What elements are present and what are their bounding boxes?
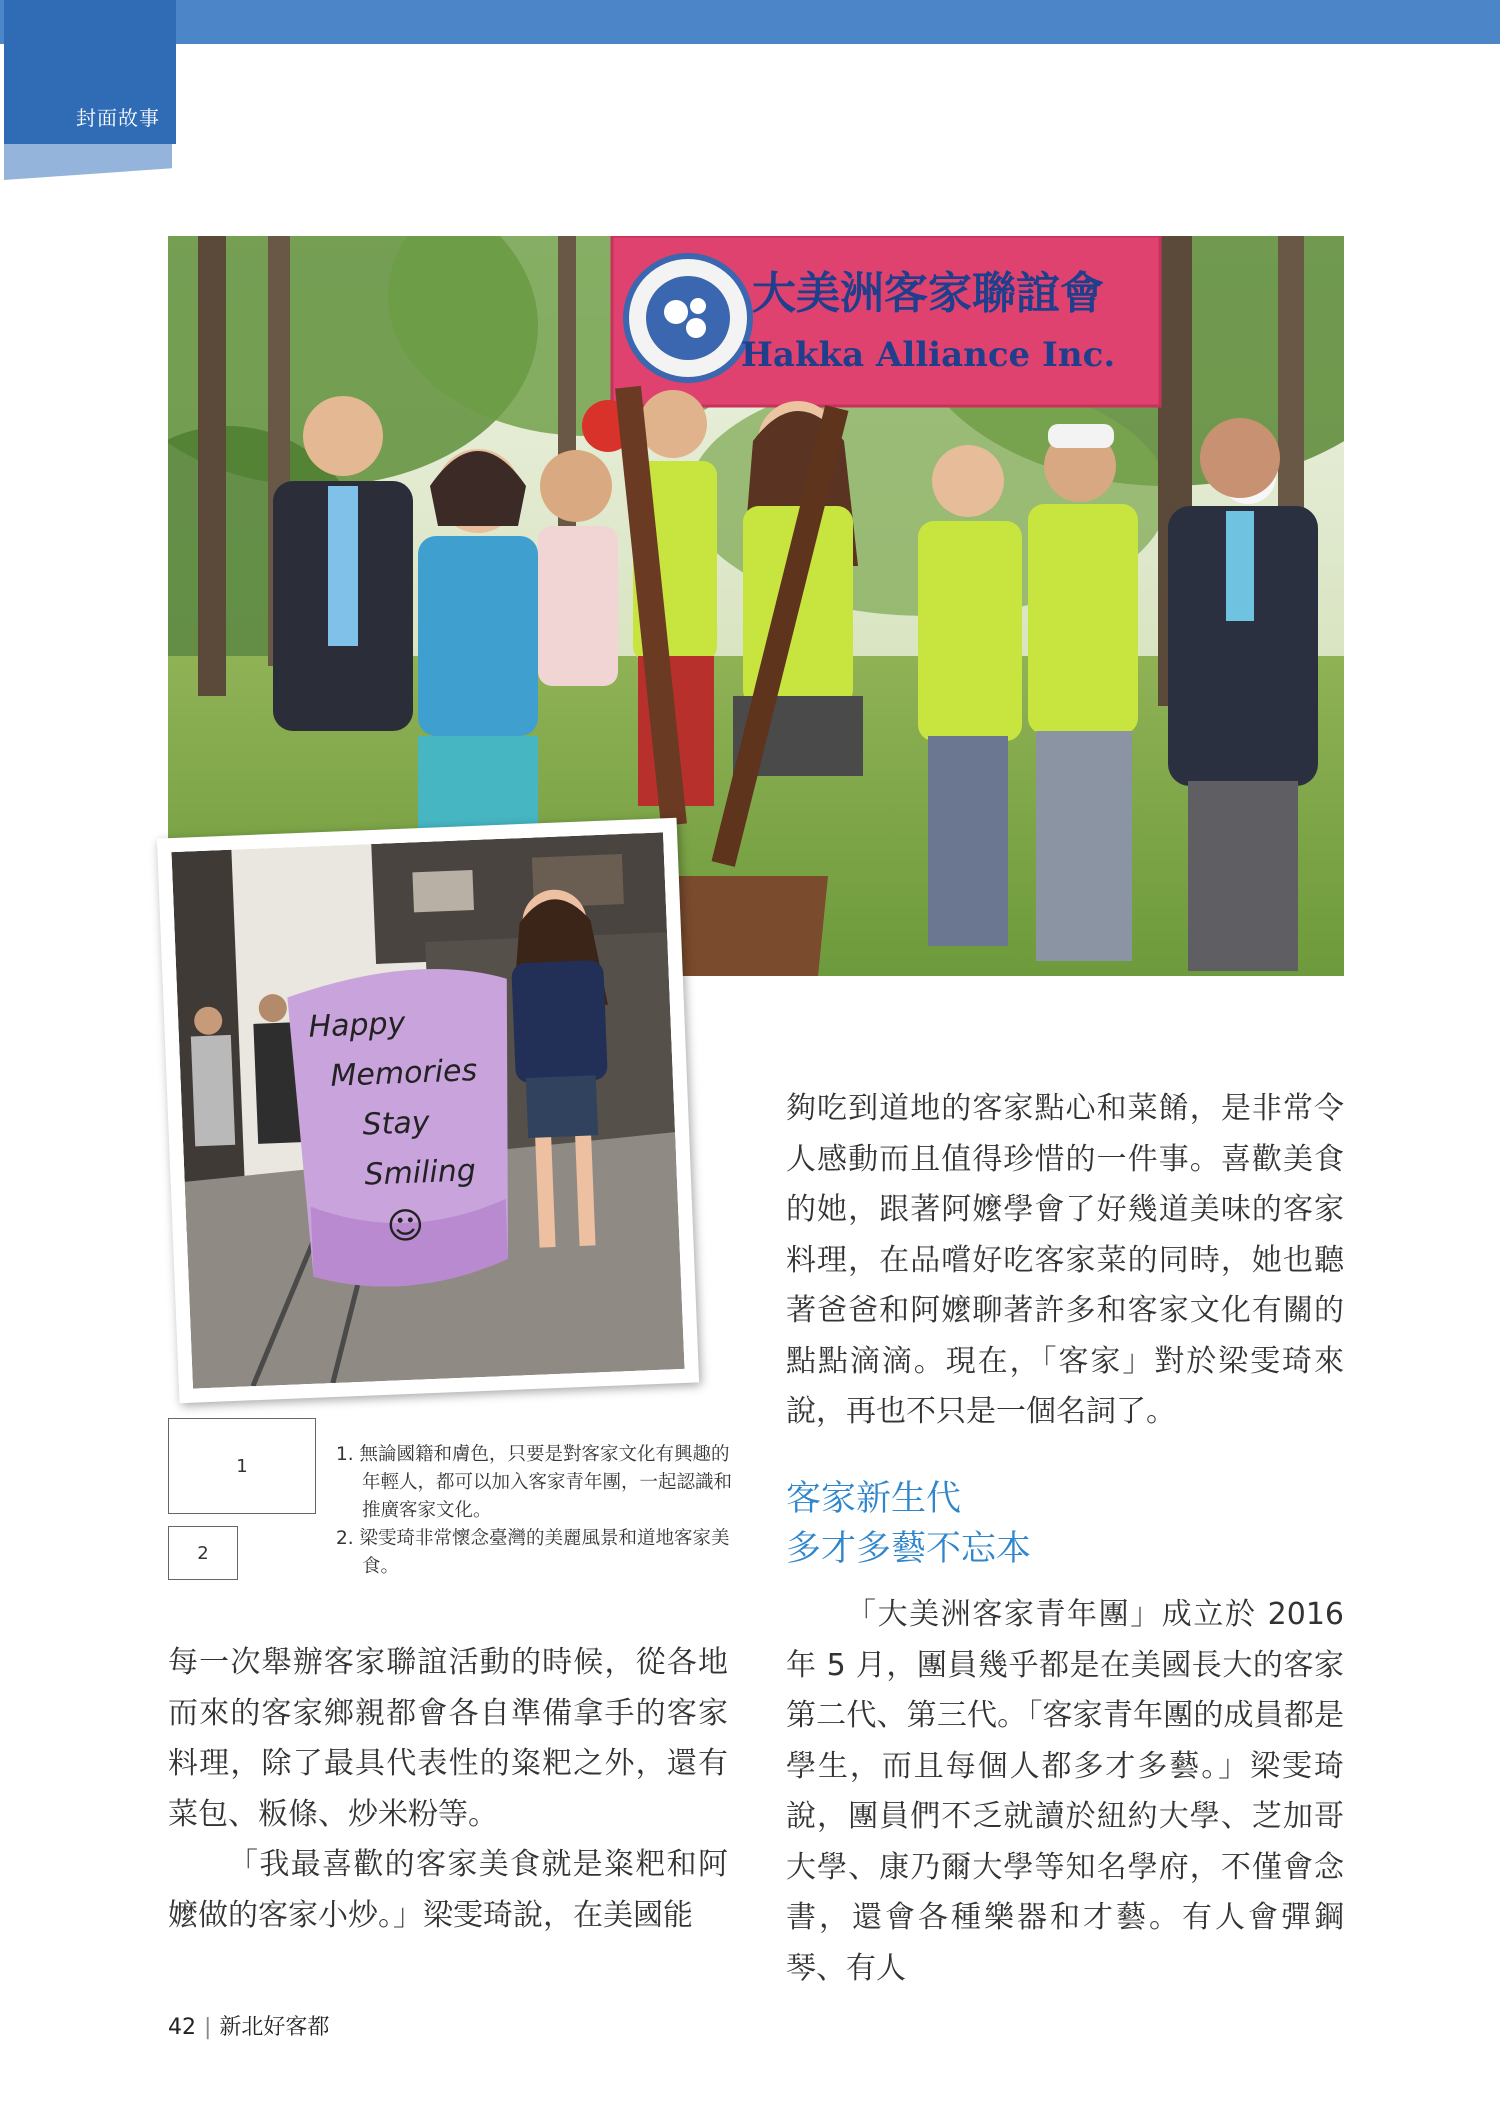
right-paragraph-bottom: 「大美洲客家青年團」成立於 2016 年 5 月，團員幾乎都是在美國長大的客家第二代、第三代。「客家青年團的成員都是學生，而且每個人都多才多藝。」梁雯琦說，團員們不乏就讀於紐約大學、芝加哥大學、康乃爾大學等知名學府，不僅會念書，還會各種樂器和才藝。有人會彈鋼琴、有人 — [786, 1597, 1344, 1986]
caption-item-2: 2. 梁雯琦非常懷念臺灣的美麗風景和道地客家美食。 — [336, 1528, 730, 1577]
page-number: 42 — [168, 2015, 196, 2040]
lantern-text-line2: Memories — [329, 1053, 478, 1094]
lantern-smiley: ☺ — [385, 1205, 425, 1248]
lantern-photo — [171, 832, 684, 1388]
caption-box-1-label: 1 — [236, 1455, 248, 1477]
publication-name: 新北好客都 — [219, 2015, 330, 2040]
section-heading — [786, 1474, 1031, 1574]
lantern-text-line1: Happy — [307, 1005, 406, 1045]
lantern-photo-frame — [157, 818, 699, 1403]
banner-subtitle: Hakka Alliance Inc. — [740, 335, 1116, 375]
caption-item-1: 1. 無論國籍和膚色，只要是對客家文化有興趣的年輕人，都可以加入客家青年團，一起認識和推廣客家文化。 — [336, 1444, 733, 1521]
lantern-text-line3: Stay — [361, 1104, 431, 1143]
caption-box-2 — [168, 1526, 238, 1580]
left-column — [168, 1638, 728, 1941]
section-tab — [4, 0, 176, 144]
caption-box-2-label: 2 — [197, 1542, 209, 1564]
banner-title: 大美洲客家聯誼會 — [752, 268, 1104, 319]
left-paragraph-1: 每一次舉辦客家聯誼活動的時候，從各地而來的客家鄉親都會各自準備拿手的客家料理，除了最具代表性的粢粑之外，還有菜包、粄條、炒米粉等。 — [168, 1645, 728, 1832]
footer-separator: | — [204, 2015, 212, 2040]
header-bar — [0, 0, 1500, 44]
left-paragraph-2: 「我最喜歡的客家美食就是粢粑和阿嬤做的客家小炒。」梁雯琦說，在美國能 — [168, 1847, 728, 1933]
right-paragraph-top: 夠吃到道地的客家點心和菜餚，是非常令人感動而且值得珍惜的一件事。喜歡美食的她，跟著阿嬤學會了好幾道美味的客家料理，在品嚐好吃客家菜的同時，她也聽著爸爸和阿嬤聊著許多和客家文化有關的點點滴滴。現在，「客家」對於梁雯琦來說，再也不只是一個名詞了。 — [786, 1091, 1344, 1429]
caption-box-1 — [168, 1418, 316, 1514]
section-heading-line2: 多才多藝不忘本 — [786, 1529, 1032, 1569]
section-tab-label: 封面故事 — [76, 106, 160, 130]
lantern-text-line4: Smiling — [363, 1153, 477, 1193]
photo-caption — [336, 1441, 732, 1581]
section-heading-line1: 客家新生代 — [786, 1479, 962, 1519]
lantern-photo-illustration — [171, 832, 684, 1388]
page-footer — [168, 2010, 329, 2041]
